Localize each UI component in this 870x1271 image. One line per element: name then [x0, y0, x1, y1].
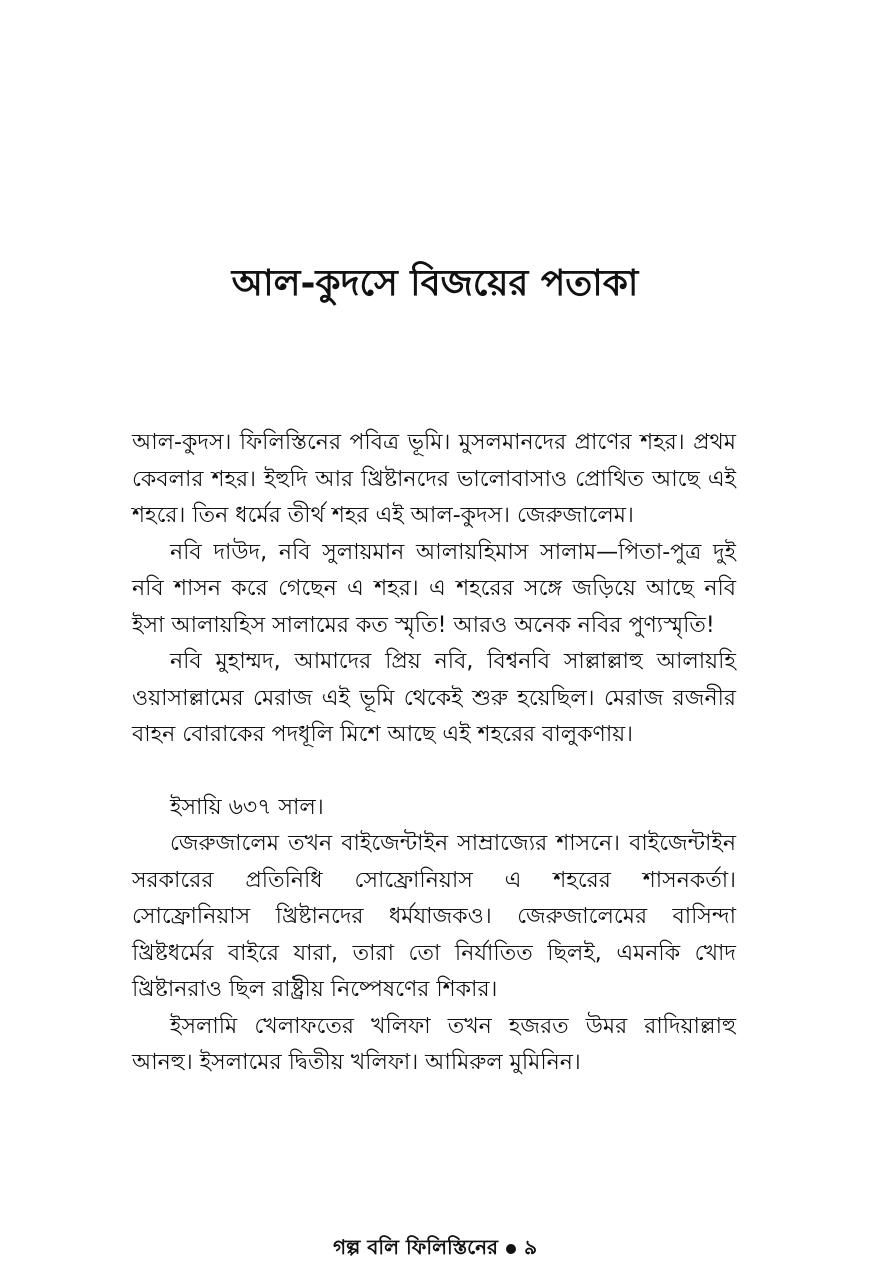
paragraph-caliph: ইসলামি খেলাফতের খলিফা তখন হজরত উমর রাদিয়াল্লাহু আনহু। ইসলামের দ্বিতীয় খলিফা। আমিরুল মুমিনিন। — [132, 1013, 736, 1075]
chapter-body — [132, 425, 736, 1082]
paragraph-prophets: নবি দাউদ, নবি সুলায়মান আলায়হিমাস সালাম—পিতা-পুত্র দুই নবি শাসন করে গেছেন এ শহর। এ শহরের সঙ্গে জড়িয়ে আছে নবি ইসা আলায়হিস সালামের কত স্মৃতি! আরও অনেক নবির পুণ্যস্মৃতি! — [132, 539, 736, 638]
chapter-title: আল-কুদসে বিজয়ের পতাকা — [231, 263, 639, 304]
paragraph-year: ইসায়ি ৬৩৭ সাল। — [170, 794, 324, 820]
bullet-separator-icon — [506, 1244, 516, 1254]
page-number: ৯ — [524, 1235, 538, 1259]
paragraph-byzantine: জেরুজালেম তখন বাইজেন্টাইন সাম্রাজ্যের শাসনে। বাইজেন্টাইন সরকারের প্রতিনিধি সোফ্রোনিয়াস এ শহরের শাসনকর্তা। সোফ্রোনিয়াস খ্রিষ্টানদের ধর্মযাজকও। জেরুজালেমের বাসিন্দা খ্রিষ্টধর্মের বাইরে যারা, তারা তো নির্যাতিত ছিলই, এমনকি খোদ খ্রিষ্টানরাও ছিল রাষ্ট্রীয় নিষ্পেষণের শিকার। — [132, 831, 736, 1002]
paragraph-intro: আল-কুদস। ফিলিস্তিনের পবিত্র ভূমি। মুসলমানদের প্রাণের শহর। প্রথম কেবলার শহর। ইহুদি আর খ্রিষ্টানদের ভালোবাসাও প্রোথিত আছে এই শহরে। তিন ধর্মের তীর্থ শহর এই আল-কুদস। জেরুজালেম। — [132, 430, 736, 528]
page-footer — [0, 1232, 870, 1262]
paragraph-miraj: নবি মুহাম্মদ, আমাদের প্রিয় নবি, বিশ্বনবি সাল্লাল্লাহু আলায়হি ওয়াসাল্লামের মেরাজ এই ভূমি থেকেই শুরু হয়েছিল। মেরাজ রজনীর বাহন বোরাকের পদধূলি মিশে আছে এই শহরের বালুকণায়। — [132, 649, 736, 747]
running-book-title: গল্প বলি ফিলিস্তিনের — [332, 1235, 499, 1259]
